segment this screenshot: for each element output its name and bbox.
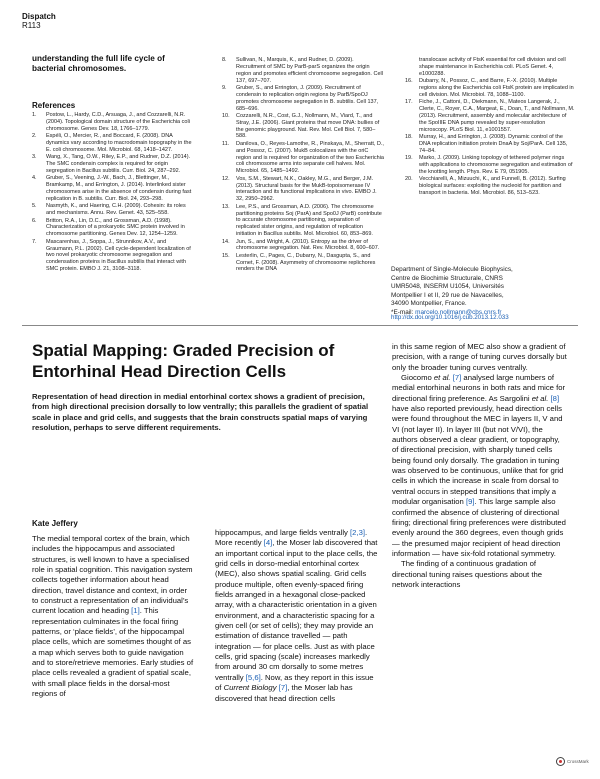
reference-item xyxy=(32,133,192,154)
reference-text: Danilova, O., Reyes-Lamothe, R., Pinskaya, M., Sherratt, D., and Possoz, C. (2007). MukB colocalizes with the oriC region and is required for organization of the two Escherichia coli chromosome arms into separate cell halves. Mol. Microbiol. 65, 1485–1492. xyxy=(236,140,384,175)
reference-number: 16. xyxy=(405,78,413,85)
reference-item xyxy=(405,134,575,155)
reference-text: Wang, X., Tang, O.W., Riley, E.P., and Rudner, D.Z. (2014). The SMC condensin complex is required for origin segregation in Bacillus subtilis. Curr. Biol. 24, 287–292. xyxy=(46,154,191,174)
body-text: Giocomo xyxy=(401,373,434,383)
affiliation-line: 34090 Montpellier, France. xyxy=(391,300,467,308)
citation-link[interactable]: [4] xyxy=(263,538,273,548)
body-text: . Now, as they report in this issue of xyxy=(215,672,374,693)
reference-text: Marko, J. (2009). Linking topology of tethered polymer rings with applications to chromosome segregation and estimation of the knotting length. Phys. Rev. E 79, 051905. xyxy=(419,155,573,175)
body-paragraph xyxy=(392,373,567,559)
reference-number: 13. xyxy=(222,203,230,210)
reference-text: Mascarenhas, J., Soppa, J., Strunnikov, A.V., and Graumann, P.L. (2002). Cell cycle-dependent localization of two novel prokaryotic chromosome segregation and condensation proteins in Bacillus subtilis that interact with SMC protein. EMBO J. 21, 3108–3118. xyxy=(46,238,191,273)
citation-link[interactable]: [1] xyxy=(131,606,140,616)
body-column-2 xyxy=(215,528,380,704)
body-paragraph xyxy=(32,534,194,700)
reference-text: translocase activity of FtsK essential for cell division and cell shape maintenance in Escherichia coli. PLoS Genet. 4, e1000288. xyxy=(419,57,566,77)
reference-number: 15. xyxy=(222,252,230,259)
reference-item xyxy=(222,113,384,140)
reference-number xyxy=(405,57,419,78)
reference-text: Dubarry, N., Possoz, C., and Barre, F.-X. (2010). Multiple regions along the Escherichia coli FtsK protein are implicated in cell division. Mol. Microbiol. 78, 1088–1100. xyxy=(419,78,574,98)
reference-item xyxy=(32,239,192,273)
reference-number: 11. xyxy=(222,140,230,147)
references-column-3 xyxy=(405,57,575,197)
reference-text: Gruber, S., Veening, J.-W., Bach, J., Blettinger, M., Bramkamp, M., and Errington, J. (2014). Interlinked sister chromosomes arise in the absence of condensin during fast replication in B. subtilis. Curr. Biol. 24, 293–298. xyxy=(46,175,192,202)
body-column-1 xyxy=(32,534,194,700)
reference-item xyxy=(222,85,384,112)
references-column-1 xyxy=(32,112,192,274)
reference-text: Lesterlin, C., Pages, C., Dubarry, N., Dasgupta, S., and Cornet, F. (2008). Asymmetry of chromosome replichores renders the DNA xyxy=(236,252,376,273)
citation-link[interactable]: [2,3] xyxy=(350,528,366,537)
reference-text: Vecchiarelli, A., Mizuuchi, K., and Funnell, B. (2012). Surfing biological surfaces: exploiting the nucleoid for partition and transport in bacteria. Mol. Microbiol. 86, 513–523. xyxy=(419,176,566,196)
body-text: , the Moser lab has discovered that head direction cells xyxy=(215,683,353,703)
reference-item xyxy=(222,253,384,274)
body-paragraph: The finding of a continuous gradation of directional tuning raises questions about the network interactions xyxy=(392,559,543,589)
reference-number: 3. xyxy=(32,154,37,161)
reference-text: Lee, P.S., and Grossman, A.D. (2006). The chromosome partitioning proteins Soj (ParA) and Spo0J (ParB) contribute to accurate chromosome partitioning, separation of replicated sister origins, and regulation of replication initiation in Bacillus subtilis. Mol. Microbiol. 60, 853–869. xyxy=(236,203,382,238)
crossmark-icon xyxy=(556,757,565,766)
author-affiliation xyxy=(391,266,581,318)
article-abstract: Representation of head direction in medial entorhinal cortex shows a gradient of precision, from high directional precision dorsally to low ventrally; this parallels the gradient of spatial scale in place and grid cells, and suggests that the brain constructs spatial maps of varying resolution, perhaps to serve different requirements. xyxy=(32,392,369,433)
body-text: have also reported previously, head direction cells were found throughout the MEC in layers II, V and VI (not layer II). In layer III (but not V/VI), the authors observed a clear gradient, or topography, of directional precision, with sharply tuned cells being found only dorsally. The gradation in tuning was observed to be continuous, unlike that for grid cells in which the increase in scale from dorsal to ventral occurs in stepped transitions that imply a modular organisation xyxy=(392,404,564,507)
reference-number: 1. xyxy=(32,112,37,118)
reference-item xyxy=(405,57,575,78)
section-divider xyxy=(22,325,578,326)
reference-number: 2. xyxy=(32,133,37,140)
reference-item xyxy=(222,239,384,253)
reference-item xyxy=(32,175,192,202)
reference-item xyxy=(222,176,384,203)
article-title-line-2: Entorhinal Head Direction Cells xyxy=(32,362,287,381)
crossmark-badge[interactable] xyxy=(556,757,589,766)
reference-text: Cozzarelli, N.R., Cost, G.J., Nollmann, M., Viard, T., and Stray, J.E. (2006). Giant proteins that move DNA: bullies of the genomic playground. Nat. Rev. Mol. Cell Biol. 7, 580–588. xyxy=(236,112,380,140)
reference-number: 12. xyxy=(222,175,230,182)
reference-item xyxy=(222,204,384,238)
reference-number: 14. xyxy=(222,238,230,245)
body-text: . This large sample also confirmed the absence of clustering of directional firing; directional firing preferences were distributed evenly around the 360 degrees, even though grids — the presumed major recipient of head direction information — have six-fold rotational symmetry. xyxy=(392,497,566,558)
reference-item xyxy=(405,155,575,176)
reference-text: Postow, L., Hardy, C.D., Arsuaga, J., and Cozzarelli, N.R. (2004). Topological domain structure of the Escherichia coli chromosome. Genes Dev. 18, 1766–1779. xyxy=(46,112,190,132)
reference-item xyxy=(32,218,192,239)
reference-item xyxy=(405,176,575,197)
affiliation-line: Montpellier I et II, 29 rue de Navacelles, xyxy=(391,291,504,299)
affiliation-line: Centre de Biochimie Structurale, CNRS xyxy=(391,274,503,282)
reference-number: 4. xyxy=(32,175,37,182)
citation-link[interactable]: [5,6] xyxy=(245,672,261,682)
reference-item xyxy=(405,78,575,99)
references-heading: References xyxy=(32,101,76,110)
reference-number: 19. xyxy=(405,155,413,162)
article-author: Kate Jeffery xyxy=(32,519,78,528)
email-link[interactable]: marcelo.nollmann@cbs.cnrs.fr xyxy=(415,308,502,316)
reference-number: 17. xyxy=(405,99,413,106)
journal-section: Dispatch xyxy=(22,12,56,21)
citation-link[interactable]: [8] xyxy=(550,393,560,403)
body-column-3 xyxy=(392,342,567,590)
body-paragraph xyxy=(215,528,380,704)
reference-number: 10. xyxy=(222,112,230,119)
previous-article-closing-text: understanding the full life cycle of bacterial chromosomes. xyxy=(32,54,165,73)
article-title xyxy=(32,340,392,382)
reference-item xyxy=(32,154,192,175)
citation-link[interactable]: [9] xyxy=(465,497,475,507)
body-text: et al. xyxy=(531,393,549,403)
affiliation-line: Department of Single-Molecule Biophysics, xyxy=(391,266,513,273)
page-number: R113 xyxy=(22,21,41,30)
reference-text: Murray, H., and Errington, J. (2008). Dynamic control of the DNA replication initiation protein DnaA by Soj/ParA. Cell 135, 74–84. xyxy=(419,134,568,154)
journal-name: Current Biology xyxy=(223,683,277,693)
reference-text: Gruber, S., and Errington, J. (2009). Recruitment of condensin to replication origin regions by ParB/SpoOJ promotes chromosome segregation in B. subtilis. Cell 137, 685–696. xyxy=(236,84,379,112)
reference-item xyxy=(405,99,575,133)
body-text: hippocampus, and large fields ventrally xyxy=(215,528,351,537)
reference-number: 8. xyxy=(222,57,227,63)
body-text: analysed large numbers of medial entorhinal neurons in both rats and mice for directional firing preference. As Sargolini xyxy=(392,373,566,403)
body-text: , the Moser lab discovered that an important cortical input to the place cells, the grid cells in dorso-medial entorhinal cortex (MEC), also shows spatial scaling. Grid cells produce multiple, often evenly-spaced firing fields arranged in a hexagonal close-packed array, with a characteristic orientation in a given environment, and a characteristic spacing for a given cell (or set of cells); they may provide an estimation of distance travelled — path integration — for place cells. Just as with place cells, grid spacing (scale) increases markedly from around 30 cm dorsally to some metres ventrally xyxy=(215,538,378,682)
reference-text: Sullivan, N., Marquis, K., and Rudner, D. (2009). Recruitment of SMC by ParB-parS organizes the origin region and promotes efficient chromosome segregation. Cell 137, 697–707. xyxy=(236,57,383,84)
references-column-2 xyxy=(222,57,384,274)
article-title-line-1: Spatial Mapping: Graded Precision of xyxy=(32,341,335,360)
reference-item xyxy=(32,112,192,133)
body-text: et al. xyxy=(433,373,451,383)
body-text: . More recently xyxy=(215,528,368,548)
reference-number: 18. xyxy=(405,134,413,141)
reference-text: Nasmyth, K., and Haering, C.H. (2009). Cohesin: its roles and mechanisms. Annu. Rev. Genet. 43, 525–558. xyxy=(46,203,186,217)
reference-number: 5. xyxy=(32,203,37,210)
reference-text: Jun, S., and Wright, A. (2010). Entropy as the driver of chromosome segregation. Nat. Rev. Microbiol. 8, 600–607. xyxy=(236,238,380,252)
doi-link[interactable]: http://dx.doi.org/10.1016/j.cub.2013.12.033 xyxy=(391,314,509,321)
reference-item xyxy=(32,203,192,217)
reference-text: Fiche, J., Cattoni, D., Diekmann, N., Mateos Langerak, J., Clerte, C., Royer, C.A., Margeat, E., Doan, T., and Nollmann, M. (2013). Recruitment, assembly and molecular architecture of the SpoIIIE DNA pump revealed by super-resolution microscopy. PLoS Biol. 11, e1001557. xyxy=(419,99,575,133)
body-text: . This representation culminates in the focal firing patterns, or ‘place fields’, of the hippocampal place cells, which are sometimes thought of as a map which serves both to guide navigation and to store/retrieve memories. Early studies of place cells revealed a gradient of spatial scale, with small place fields in the dorsal-most regions of xyxy=(32,606,194,699)
reference-number: 7. xyxy=(32,238,37,245)
body-paragraph: in this same region of MEC also show a gradient of precision, with a range of tuning curves dorsally but only the broader tuning curves ventrally. xyxy=(392,342,567,372)
reference-text: Vos, S.M., Stewart, N.K., Oakley, M.G., and Berger, J.M. (2013). Structural basis for the MukB-topoisomerase IV interaction and its functional implications in vivo. EMBO J. 32, 2950–2962. xyxy=(236,175,377,203)
reference-text: Espéli, O., Mercier, R., and Boccard, F. (2008). DNA dynamics vary according to macrodomain topography in the E. coli chromosome. Mol. Microbiol. 68, 1418–1427. xyxy=(46,133,192,153)
email-label: *E-mail: xyxy=(391,308,414,316)
citation-link[interactable]: [7] xyxy=(278,683,288,693)
reference-item xyxy=(222,57,384,84)
reference-item xyxy=(222,141,384,175)
citation-link[interactable]: [7] xyxy=(452,373,462,383)
reference-text: Britton, R.A., Lin, D.C., and Grossman, A.D. (1998). Characterization of a prokaryotic SMC protein involved in chromosome partitioning. Genes Dev. 12, 1254–1259. xyxy=(46,217,185,238)
reference-number: 20. xyxy=(405,176,413,183)
crossmark-label: CrossMark xyxy=(567,759,589,764)
reference-number: 6. xyxy=(32,217,37,224)
body-text: The medial temporal cortex of the brain, which includes the hippocampus and associated structures, is well known to have a specialised role in spatial cognition. This navigation system collects together information about head direction, travel distance and context, in order to construct a representation of an individual’s current location and heading xyxy=(32,534,193,616)
affiliation-line: UMR5048, INSERM U1054, Universités xyxy=(391,283,504,291)
reference-number: 9. xyxy=(222,84,227,91)
